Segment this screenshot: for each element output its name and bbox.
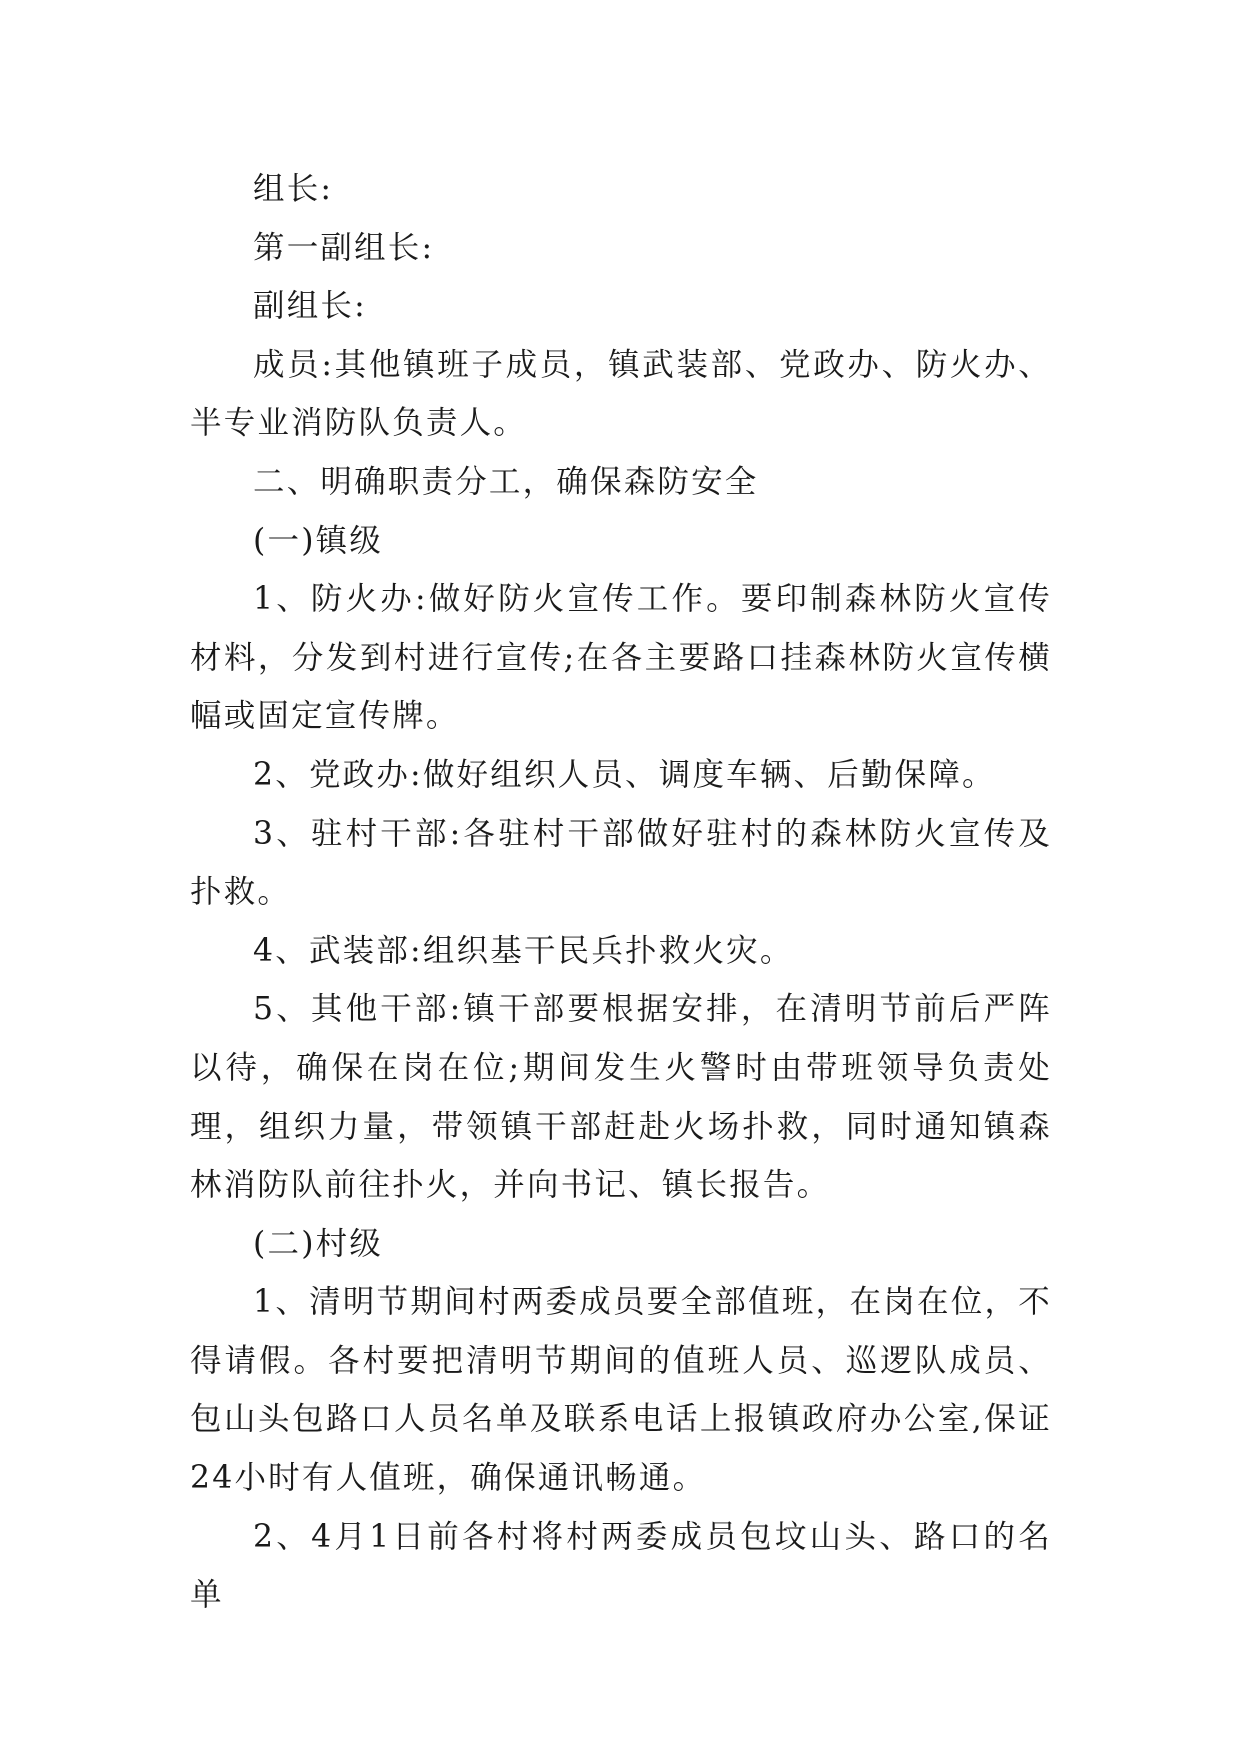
paragraph-town-item-3: 3、驻村干部:各驻村干部做好驻村的森林防火宣传及扑救。	[190, 815, 1052, 911]
paragraph-deputy-leader: 副组长:	[253, 288, 367, 325]
paragraph-members: 成员:其他镇班子成员，镇武装部、党政办、防火办、半专业消防队负责人。	[190, 346, 1052, 442]
paragraph-village-item-2: 2、4月1日前各村将村两委成员包坟山头、路口的名单	[190, 1518, 1052, 1614]
paragraph-town-item-5: 5、其他干部:镇干部要根据安排，在清明节前后严阵以待，确保在岗在位;期间发生火警时由带班领导负责处理，组织力量，带领镇干部赶赴火场扑救，同时通知镇森林消防队前往扑火，并向书记、镇长报告。	[190, 991, 1052, 1204]
paragraph-town-item-1: 1、防火办:做好防火宣传工作。要印制森林防火宣传材料，分发到村进行宣传;在各主要路口挂森林防火宣传横幅或固定宣传牌。	[190, 581, 1052, 735]
document-body	[190, 160, 1052, 1625]
subsection-heading-village-level: (二)村级	[253, 1225, 384, 1262]
paragraph-town-item-2: 2、党政办:做好组织人员、调度车辆、后勤保障。	[253, 756, 996, 793]
section-heading-2: 二、明确职责分工，确保森防安全	[253, 463, 759, 500]
paragraph-town-item-4: 4、武装部:组织基干民兵扑救火灾。	[253, 932, 794, 969]
paragraph-team-leader: 组长:	[253, 171, 334, 207]
subsection-heading-town-level: (一)镇级	[253, 522, 384, 559]
paragraph-first-deputy-leader: 第一副组长:	[253, 229, 435, 266]
paragraph-village-item-1: 1、清明节期间村两委成员要全部值班，在岗在位，不得请假。各村要把清明节期间的值班人员、巡逻队成员、包山头包路口人员名单及联系电话上报镇政府办公室,保证24小时有人值班，确保通讯畅通。	[190, 1284, 1052, 1497]
